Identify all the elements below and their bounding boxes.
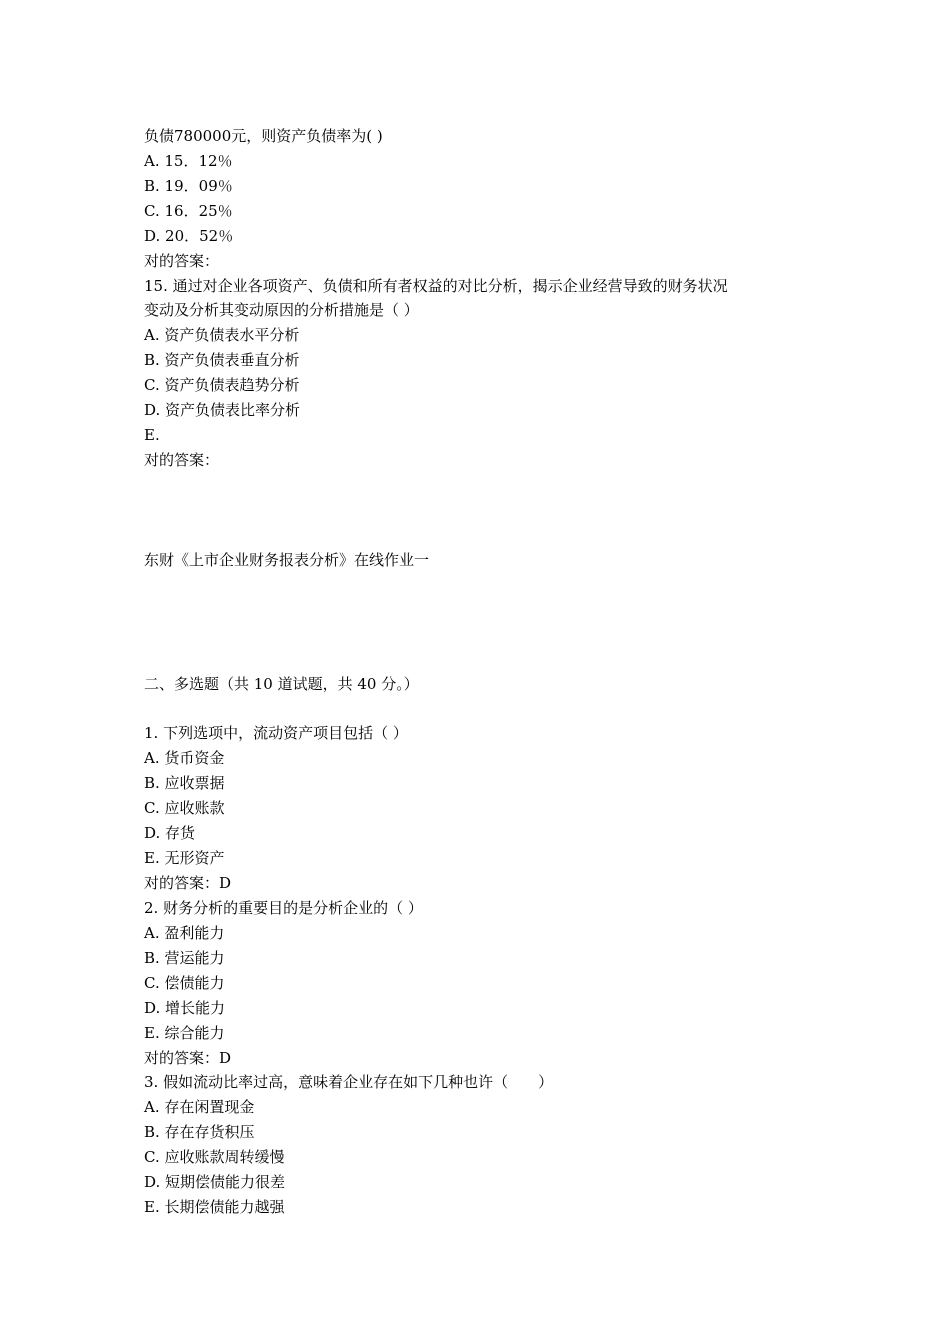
question-15-stem-line2: 变动及分析其变动原因的分析措施是（ ） (144, 301, 419, 319)
option-e: E. 无形资产 (144, 849, 225, 867)
multi-question-2-stem: 2. 财务分析的重要目的是分析企业的（ ） (144, 899, 423, 917)
question-15-stem-line1: 15. 通过对企业各项资产、负债和所有者权益的对比分析，揭示企业经营导致的财务状况 (144, 277, 728, 295)
option-a: A. 盈利能力 (144, 924, 225, 942)
option-c: C. 应收账款 (144, 799, 225, 817)
option-a: A. 存在闲置现金 (144, 1098, 255, 1116)
option-e: E. (144, 426, 160, 444)
option-a: A. 15．12％ (144, 152, 233, 170)
option-e: E. 综合能力 (144, 1024, 225, 1042)
question-stem-tail: 负债780000元，则资产负债率为( ) (144, 127, 383, 145)
option-c: C. 资产负债表趋势分析 (144, 376, 300, 394)
option-d: D. 短期偿债能力很差 (144, 1173, 286, 1191)
option-b: B. 存在存货积压 (144, 1123, 255, 1141)
option-d: D. 存货 (144, 824, 196, 842)
section-header: 二、多选题（共 10 道试题，共 40 分。） (144, 675, 419, 693)
answer-line: 对的答案： (144, 451, 220, 469)
option-d: D. 增长能力 (144, 999, 226, 1017)
answer-line: 对的答案： (144, 252, 220, 270)
option-b: B. 资产负债表垂直分析 (144, 351, 300, 369)
option-b: B. 19．09％ (144, 177, 233, 195)
option-a: A. 货币资金 (144, 749, 225, 767)
option-b: B. 营运能力 (144, 949, 225, 967)
option-b: B. 应收票据 (144, 774, 225, 792)
option-c: C. 16．25％ (144, 202, 233, 220)
option-a: A. 资产负债表水平分析 (144, 326, 300, 344)
multi-question-1-stem: 1. 下列选项中，流动资产项目包括（ ） (144, 724, 408, 742)
answer-line: 对的答案：D (144, 874, 232, 892)
option-e: E. 长期偿债能力越强 (144, 1198, 285, 1216)
multi-question-3-stem: 3. 假如流动比率过高，意味着企业存在如下几种也许（ ） (144, 1073, 554, 1091)
answer-line: 对的答案：D (144, 1049, 232, 1067)
option-c: C. 偿债能力 (144, 974, 225, 992)
option-d: D. 20．52％ (144, 227, 234, 245)
option-c: C. 应收账款周转缓慢 (144, 1148, 285, 1166)
document-title: 东财《上市企业财务报表分析》在线作业一 (144, 551, 430, 569)
option-d: D. 资产负债表比率分析 (144, 401, 301, 419)
